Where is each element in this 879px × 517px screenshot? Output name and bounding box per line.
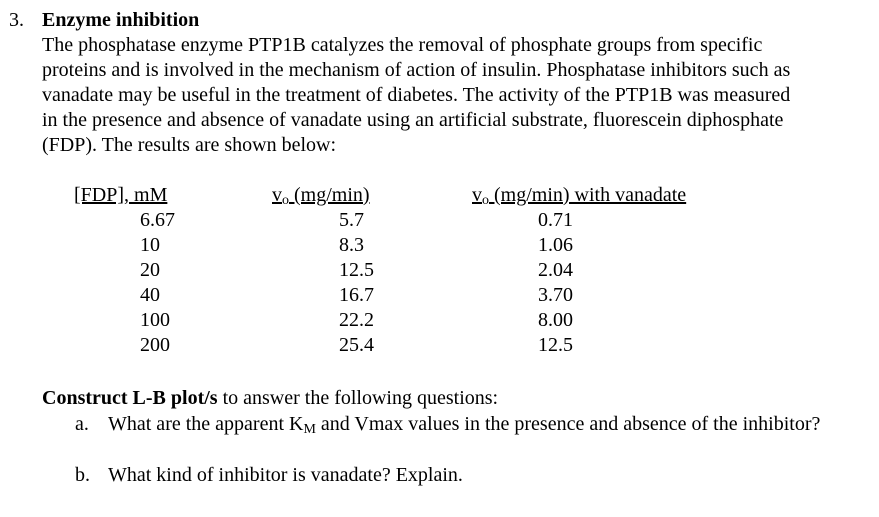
intro-line: vanadate may be useful in the treatment of diabetes. The activity of the PTP1B was measured — [42, 84, 791, 106]
vo-cell: 12.5 — [339, 259, 374, 281]
intro-paragraph — [42, 33, 872, 158]
vo-cell: 22.2 — [339, 309, 374, 331]
subquestion-a-before: What are the apparent K — [108, 413, 304, 435]
vo-vanadate-cell: 12.5 — [538, 334, 573, 356]
vo-vanadate-header-sub: o — [482, 193, 489, 208]
vo-vanadate-header-symbol: v — [472, 184, 482, 206]
vo-cell: 16.7 — [339, 284, 374, 306]
vo-vanadate-header — [472, 183, 686, 208]
vo-cell: 25.4 — [339, 334, 374, 356]
fdp-header: [FDP], mM — [74, 184, 168, 206]
vo-vanadate-column — [472, 183, 686, 358]
fdp-column — [74, 183, 175, 358]
vo-vanadate-header-rest: (mg/min) with vanadate — [489, 184, 687, 206]
instructions-rest: to answer the following questions: — [217, 387, 499, 409]
question-title: Enzyme inhibition — [42, 9, 200, 31]
fdp-cell: 10 — [140, 234, 160, 256]
intro-line: proteins and is involved in the mechanism of action of insulin. Phosphatase inhibitors such as — [42, 59, 791, 81]
km-subscript: M — [303, 422, 316, 437]
vo-header — [272, 183, 374, 208]
instructions-bold: Construct L-B plot/s — [42, 387, 218, 409]
vo-header-symbol: v — [272, 184, 282, 206]
subquestion-a-text — [108, 412, 828, 437]
vo-column — [272, 183, 374, 358]
vo-vanadate-cell: 0.71 — [538, 209, 573, 231]
intro-line: (FDP). The results are shown below: — [42, 134, 337, 156]
fdp-cell: 100 — [140, 309, 170, 331]
vo-vanadate-cell: 1.06 — [538, 234, 573, 256]
subquestion-a-after: and Vmax values in the presence and absence of the inhibitor? — [315, 413, 821, 435]
vo-header-sub: o — [282, 193, 289, 208]
subquestion-b-letter: b. — [75, 464, 90, 486]
instructions — [42, 386, 498, 411]
subquestion-b-text: What kind of inhibitor is vanadate? Explain. — [108, 464, 463, 486]
question-number: 3. — [9, 9, 24, 31]
vo-header-rest: (mg/min) — [289, 184, 370, 206]
fdp-cell: 6.67 — [140, 209, 175, 231]
fdp-cell: 40 — [140, 284, 160, 306]
subquestion-a-letter: a. — [75, 413, 89, 435]
vo-vanadate-cell: 8.00 — [538, 309, 573, 331]
fdp-cell: 20 — [140, 259, 160, 281]
fdp-cell: 200 — [140, 334, 170, 356]
intro-line: The phosphatase enzyme PTP1B catalyzes the removal of phosphate groups from specific — [42, 34, 763, 56]
vo-vanadate-cell: 3.70 — [538, 284, 573, 306]
vo-cell: 8.3 — [339, 234, 364, 256]
vo-cell: 5.7 — [339, 209, 364, 231]
vo-vanadate-cell: 2.04 — [538, 259, 573, 281]
intro-line: in the presence and absence of vanadate using an artificial substrate, fluorescein diphosphate — [42, 109, 784, 131]
